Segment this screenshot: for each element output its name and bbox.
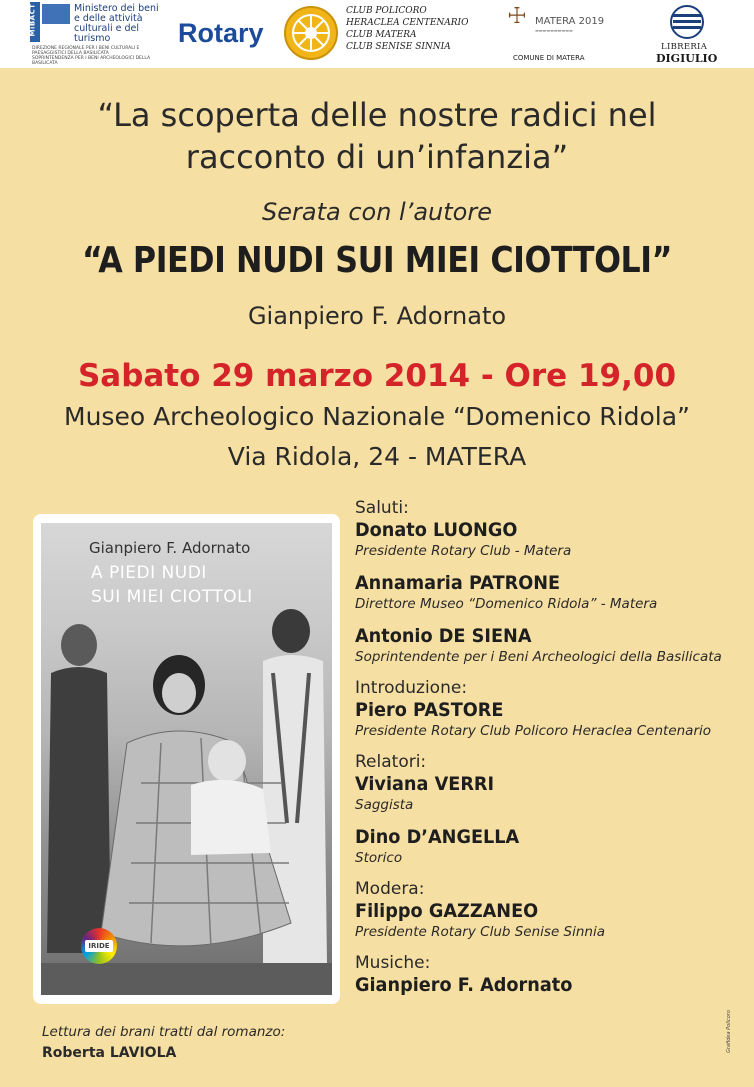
speaker-role: Presidente Rotary Club Senise Sinnia bbox=[355, 924, 606, 940]
book-title: “A PIEDI NUDI SUI MIEI CIOTTOLI” bbox=[81, 240, 673, 281]
poster-body bbox=[0, 68, 754, 1087]
cover-title-line-2: SUI MIEI CIOTTOLI bbox=[91, 587, 253, 607]
speaker-role: Storico bbox=[355, 850, 403, 866]
speaker-name: Antonio DE SIENA bbox=[355, 625, 532, 647]
speaker-name: Donato LUONGO bbox=[355, 519, 518, 541]
cover-author: Gianpiero F. Adornato bbox=[89, 539, 251, 557]
mibact-emblem-icon bbox=[42, 4, 70, 24]
event-address: Via Ridola, 24 - MATERA bbox=[227, 442, 527, 471]
mibact-badge-text: MiBACT bbox=[28, 3, 37, 37]
speaker-name: Dino D’ANGELLA bbox=[355, 826, 520, 848]
speaker-name: Piero PASTORE bbox=[355, 699, 504, 721]
iride-label: IRIDE bbox=[85, 940, 113, 952]
speaker-role: Saggista bbox=[355, 797, 414, 813]
rotary-club-1: CLUB POLICORO bbox=[346, 6, 427, 16]
design-credit: Grafidea Policoro bbox=[726, 1010, 732, 1053]
event-title-line-1: “La scoperta delle nostre radici nel bbox=[97, 96, 657, 134]
event-date: Sabato 29 marzo 2014 - Ore 19,00 bbox=[77, 358, 677, 394]
serata-subtitle: Serata con l’autore bbox=[262, 198, 492, 226]
book-cover-frame bbox=[33, 514, 340, 1004]
mibact-name: Ministero dei beni e delle attività culturali e del turismo bbox=[74, 3, 159, 44]
libreria-line-1: LIBRERIA bbox=[661, 42, 708, 52]
rotary-wordmark: Rotary bbox=[178, 18, 264, 48]
rotary-club-2: HERACLEA CENTENARIO bbox=[346, 18, 469, 28]
event-title bbox=[0, 94, 754, 178]
rotary-clubs bbox=[346, 5, 468, 53]
iride-publisher-icon bbox=[81, 928, 117, 964]
event-venue: Museo Archeologico Nazionale “Domenico Ridola” bbox=[64, 402, 690, 431]
rotary-club-3: CLUB MATERA bbox=[346, 30, 417, 40]
comune-di-matera: COMUNE DI MATERA bbox=[513, 54, 585, 62]
cover-title-line-1: A PIEDI NUDI bbox=[91, 563, 207, 583]
speaker-role: Direttore Museo “Domenico Ridola” - Matera bbox=[355, 596, 658, 612]
relatori-label: Relatori: bbox=[355, 752, 427, 772]
book-cover bbox=[41, 523, 332, 995]
mibact-direzione: DIREZIONE REGIONALE PER I BENI CULTURALI E PAESAGGISTICI DELLA BASILICATA bbox=[32, 46, 140, 56]
event-title-line-2: racconto di un’infanzia” bbox=[185, 138, 569, 176]
matera-brand: MATERA 2019 bbox=[535, 16, 605, 27]
rotary-logo bbox=[178, 2, 528, 64]
musiche-label: Musiche: bbox=[355, 953, 431, 973]
rotary-wheel-icon bbox=[282, 4, 340, 62]
speaker-role: Presidente Rotary Club Policoro Heraclea Centenario bbox=[355, 723, 712, 739]
speaker-name: Filippo GAZZANEO bbox=[355, 900, 539, 922]
matera-tagline: ▬▬▬▬▬▬▬▬▬▬ bbox=[535, 28, 573, 33]
rotary-club-4: CLUB SENISE SINNIA bbox=[346, 42, 451, 52]
program-list bbox=[355, 498, 745, 997]
mibact-logo bbox=[30, 2, 160, 64]
mibact-soprintendenza: SOPRINTENDENZA PER I BENI ARCHEOLOGICI DELLA BASILICATA bbox=[32, 56, 151, 66]
libreria-line-2: DIGIULIO bbox=[656, 52, 718, 65]
author-name: Gianpiero F. Adornato bbox=[247, 302, 507, 330]
speaker-role: Presidente Rotary Club - Matera bbox=[355, 543, 572, 559]
speaker-name: Gianpiero F. Adornato bbox=[355, 974, 573, 996]
matera-mark-icon: ☩ bbox=[507, 4, 527, 29]
speaker-role: Soprintendente per i Beni Archeologici della Basilicata bbox=[355, 649, 722, 665]
logo-header bbox=[0, 0, 754, 68]
libreria-emblem-icon bbox=[667, 4, 707, 40]
reader-name: Roberta LAVIOLA bbox=[42, 1045, 177, 1061]
matera-logo bbox=[503, 2, 613, 64]
modera-label: Modera: bbox=[355, 879, 425, 899]
speaker-name: Annamaria PATRONE bbox=[355, 572, 561, 594]
speaker-name: Viviana VERRI bbox=[355, 773, 495, 795]
reading-label: Lettura dei brani tratti dal romanzo: bbox=[42, 1024, 286, 1040]
libreria-logo bbox=[655, 2, 735, 64]
saluti-label: Saluti: bbox=[355, 498, 409, 518]
intro-label: Introduzione: bbox=[355, 678, 468, 698]
